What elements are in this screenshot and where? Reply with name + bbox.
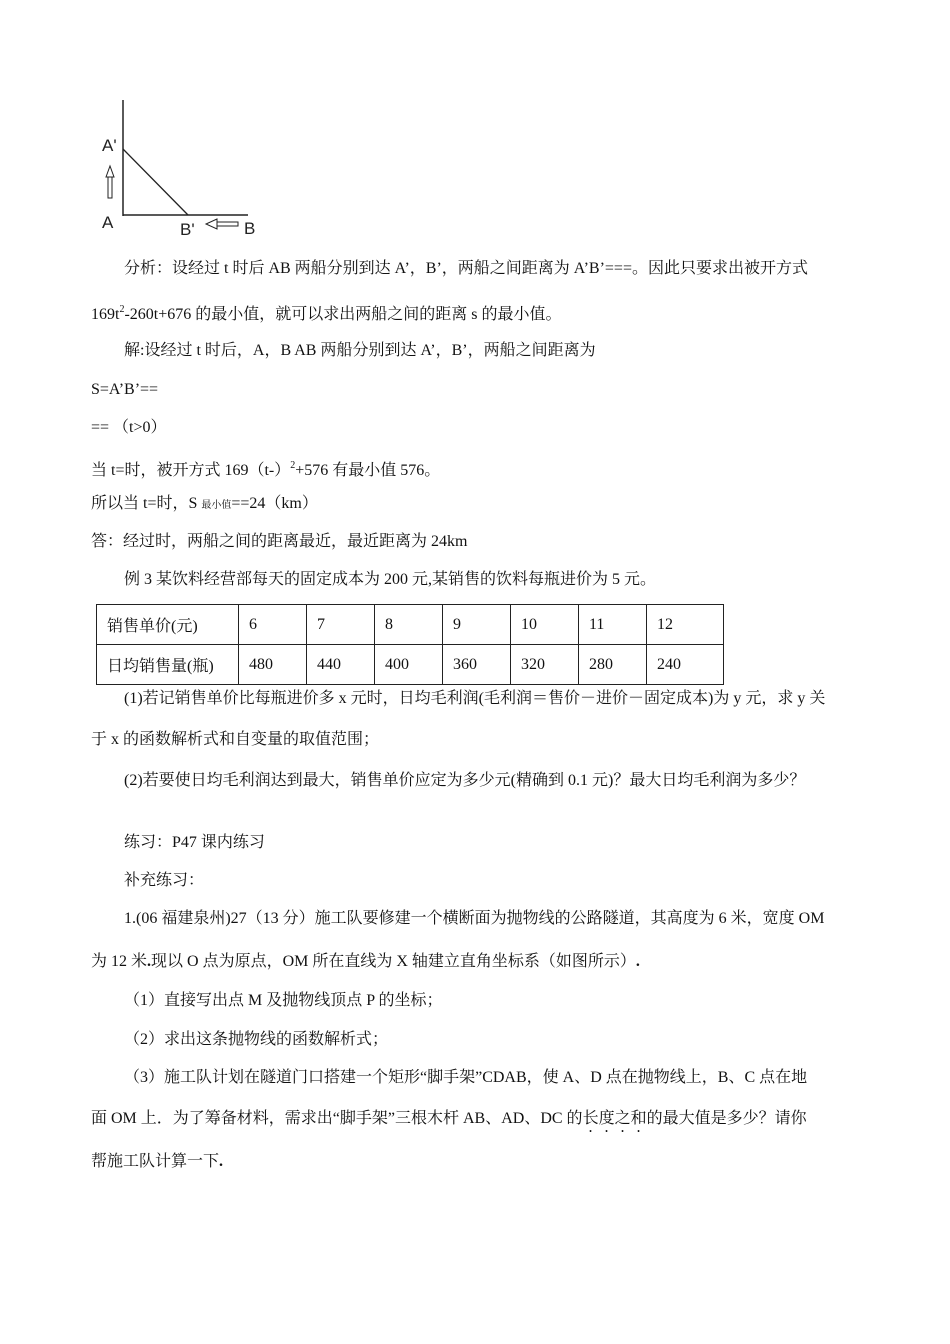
problem1-q3-l2-b: 的最大值是多少？请你 xyxy=(646,1110,807,1127)
solution-line-5 xyxy=(91,494,318,516)
analysis-line-1: 分析：设经过 t 时后 AB 两船分别到达 A’，B’，两船之间距离为 A’B’===。因此只要求出被开方式 xyxy=(124,260,808,277)
analysis-line-2 xyxy=(91,300,561,325)
table-cell: 320 xyxy=(511,645,579,685)
table-cell: 10 xyxy=(511,605,579,645)
practice-line-1: 练习：P47 课内练习 xyxy=(124,834,265,851)
left-arrow-icon xyxy=(206,219,238,229)
analysis-expr: 169t xyxy=(91,306,120,323)
example3-q1-line-1: (1)若记销售单价比每瓶进价多 x 元时，日均毛利润(毛利润＝售价－进价－固定成本)为 y 元，求 y 关 xyxy=(124,690,826,707)
problem1-q1: （1）直接写出点 M 及抛物线顶点 P 的坐标； xyxy=(124,992,443,1009)
table-row-header: 日均销售量(瓶) xyxy=(97,645,239,685)
solution-answer: 答：经过时，两船之间的距离最近，最近距离为 24km xyxy=(91,533,468,550)
table-row-header: 销售单价(元) xyxy=(97,605,239,645)
table-cell: 400 xyxy=(375,645,443,685)
example3-q1-line-2: 于 x 的函数解析式和自变量的取值范围； xyxy=(91,731,380,748)
distance-segment xyxy=(123,149,188,215)
table-cell: 7 xyxy=(307,605,375,645)
problem1-q3-line-3 xyxy=(91,1152,223,1172)
solution-l4-b: +576 有最小值 576。 xyxy=(295,462,441,479)
table-cell: 360 xyxy=(443,645,511,685)
up-arrow-icon xyxy=(106,166,114,198)
problem1-q3-l2-a: 面 OM 上．为了筹备材料，需求出“脚手架”三根木杆 AB、AD、DC 的 xyxy=(91,1110,583,1127)
table-cell: 11 xyxy=(579,605,647,645)
solution-l4-exponent: 2 xyxy=(290,460,296,471)
solution-l5-subscript: 最小值 xyxy=(201,500,232,511)
ships-diagram xyxy=(96,96,266,238)
example3-intro: 例 3 某饮料经营部每天的固定成本为 200 元,某销售的饮料每瓶进价为 5 元。 xyxy=(124,571,657,588)
solution-line-3: == （t>0） xyxy=(91,419,167,436)
table-row xyxy=(97,645,724,685)
table-cell: 240 xyxy=(647,645,724,685)
problem1-q3-l3-end: . xyxy=(219,1153,224,1170)
problem1-l2-dot: . xyxy=(147,953,152,970)
solution-l5-a: 所以当 t=时，S xyxy=(91,495,202,512)
solution-line-2: S=A’B’== xyxy=(91,381,159,398)
analysis-exponent: 2 xyxy=(119,304,125,315)
table-cell: 440 xyxy=(307,645,375,685)
label-a-prime: A' xyxy=(102,136,117,155)
problem1-q2: （2）求出这条抛物线的函数解析式； xyxy=(124,1031,389,1048)
problem1-l2-end: . xyxy=(635,953,640,970)
table-row xyxy=(97,605,724,645)
example3-q2: (2)若要使日均毛利润达到最大，销售单价应定为多少元(精确到 0.1 元)？最大日均毛利润为多少？ xyxy=(124,772,806,789)
problem1-q3-line-1: （3）施工队计划在隧道门口搭建一个矩形“脚手架”CDAB，使 A、D 点在抛物线上，B、C 点在地 xyxy=(124,1069,808,1086)
problem1-line-1: 1.(06 福建泉州)27（13 分）施工队要修建一个横断面为抛物线的公路隧道，其高度为 6 米，宽度 OM xyxy=(124,910,825,927)
solution-line-4 xyxy=(91,456,440,481)
problem1-q3-l3-a: 帮施工队计算一下 xyxy=(91,1153,220,1170)
table-cell: 9 xyxy=(443,605,511,645)
analysis-text: -260t+676 的最小值，就可以求出两船之间的距离 s 的最小值。 xyxy=(124,306,562,323)
solution-l5-b: ==24（km） xyxy=(231,495,318,512)
label-b: B xyxy=(244,219,256,238)
problem1-q3-line-2 xyxy=(91,1109,807,1136)
solution-l4-a: 当 t=时，被开方式 169（t-） xyxy=(91,462,291,479)
solution-line-1: 解:设经过 t 时后，A，B AB 两船分别到达 A’，B’，两船之间距离为 xyxy=(124,342,596,359)
table-cell: 480 xyxy=(239,645,307,685)
price-sales-table xyxy=(96,604,724,685)
label-b-prime: B' xyxy=(180,220,195,238)
problem1-l2-a: 为 12 米 xyxy=(91,953,148,970)
practice-line-2: 补充练习： xyxy=(124,872,205,889)
table-cell: 280 xyxy=(579,645,647,685)
table-cell: 12 xyxy=(647,605,724,645)
problem1-l2-b: 现以 O 点为原点，OM 所在直线为 X 轴建立直角坐标系（如图所示） xyxy=(151,953,636,970)
problem1-line-2 xyxy=(91,952,640,972)
label-a: A xyxy=(102,213,114,232)
problem1-q3-emphasis: 长度之和 xyxy=(582,1110,647,1127)
table-cell: 8 xyxy=(375,605,443,645)
table-cell: 6 xyxy=(239,605,307,645)
